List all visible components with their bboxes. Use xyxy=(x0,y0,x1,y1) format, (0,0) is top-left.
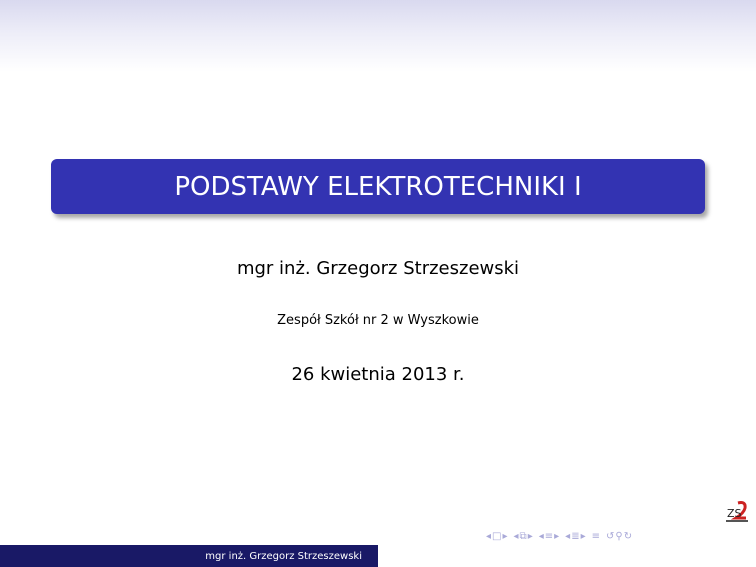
section-icon: ≡ xyxy=(544,531,554,542)
title-box xyxy=(51,159,705,214)
nav-appendix[interactable] xyxy=(592,532,600,542)
footer-bar xyxy=(0,545,756,567)
institute-name: Zespół Szkół nr 2 w Wyszkowie xyxy=(277,313,479,328)
search-icon[interactable]: ⚲ xyxy=(615,531,623,542)
nav-section[interactable] xyxy=(539,532,559,542)
nav-right-arrow-icon[interactable]: ▸ xyxy=(527,531,533,542)
nav-right-arrow-icon[interactable]: ▸ xyxy=(554,531,560,542)
nav-left-arrow-icon[interactable]: ◂ xyxy=(565,531,571,542)
appendix-icon[interactable]: ≡ xyxy=(591,531,601,542)
document-icon: ≣ xyxy=(571,531,580,542)
slide-title: PODSTAWY ELEKTROTECHNIKI I xyxy=(174,171,582,202)
svg-text:ZS: ZS xyxy=(727,507,742,520)
header-gradient xyxy=(0,0,756,72)
forward-icon[interactable]: ↻ xyxy=(623,531,633,542)
back-icon[interactable]: ↺ xyxy=(606,531,615,542)
author-name: mgr inż. Grzegorz Strzeszewski xyxy=(236,258,520,279)
nav-subsection[interactable] xyxy=(514,532,533,542)
footer-author-panel xyxy=(0,545,378,567)
nav-left-arrow-icon[interactable]: ◂ xyxy=(486,531,492,542)
nav-left-arrow-icon[interactable]: ◂ xyxy=(538,531,544,542)
nav-right-arrow-icon[interactable]: ▸ xyxy=(580,531,586,542)
presentation-date: 26 kwietnia 2013 r. xyxy=(291,364,465,385)
nav-document[interactable] xyxy=(565,532,585,542)
school-logo xyxy=(724,500,750,526)
frame-icon: □ xyxy=(492,531,502,542)
footer-empty-panel xyxy=(378,545,756,567)
footer-author: mgr inż. Grzegorz Strzeszewski xyxy=(205,550,362,562)
nav-left-arrow-icon[interactable]: ◂ xyxy=(513,531,519,542)
nav-right-arrow-icon[interactable]: ▸ xyxy=(502,531,508,542)
subsection-icon: ⧉ xyxy=(519,531,527,542)
nav-frame[interactable] xyxy=(486,532,508,542)
beamer-navigation xyxy=(486,529,748,545)
nav-search[interactable] xyxy=(606,532,632,542)
